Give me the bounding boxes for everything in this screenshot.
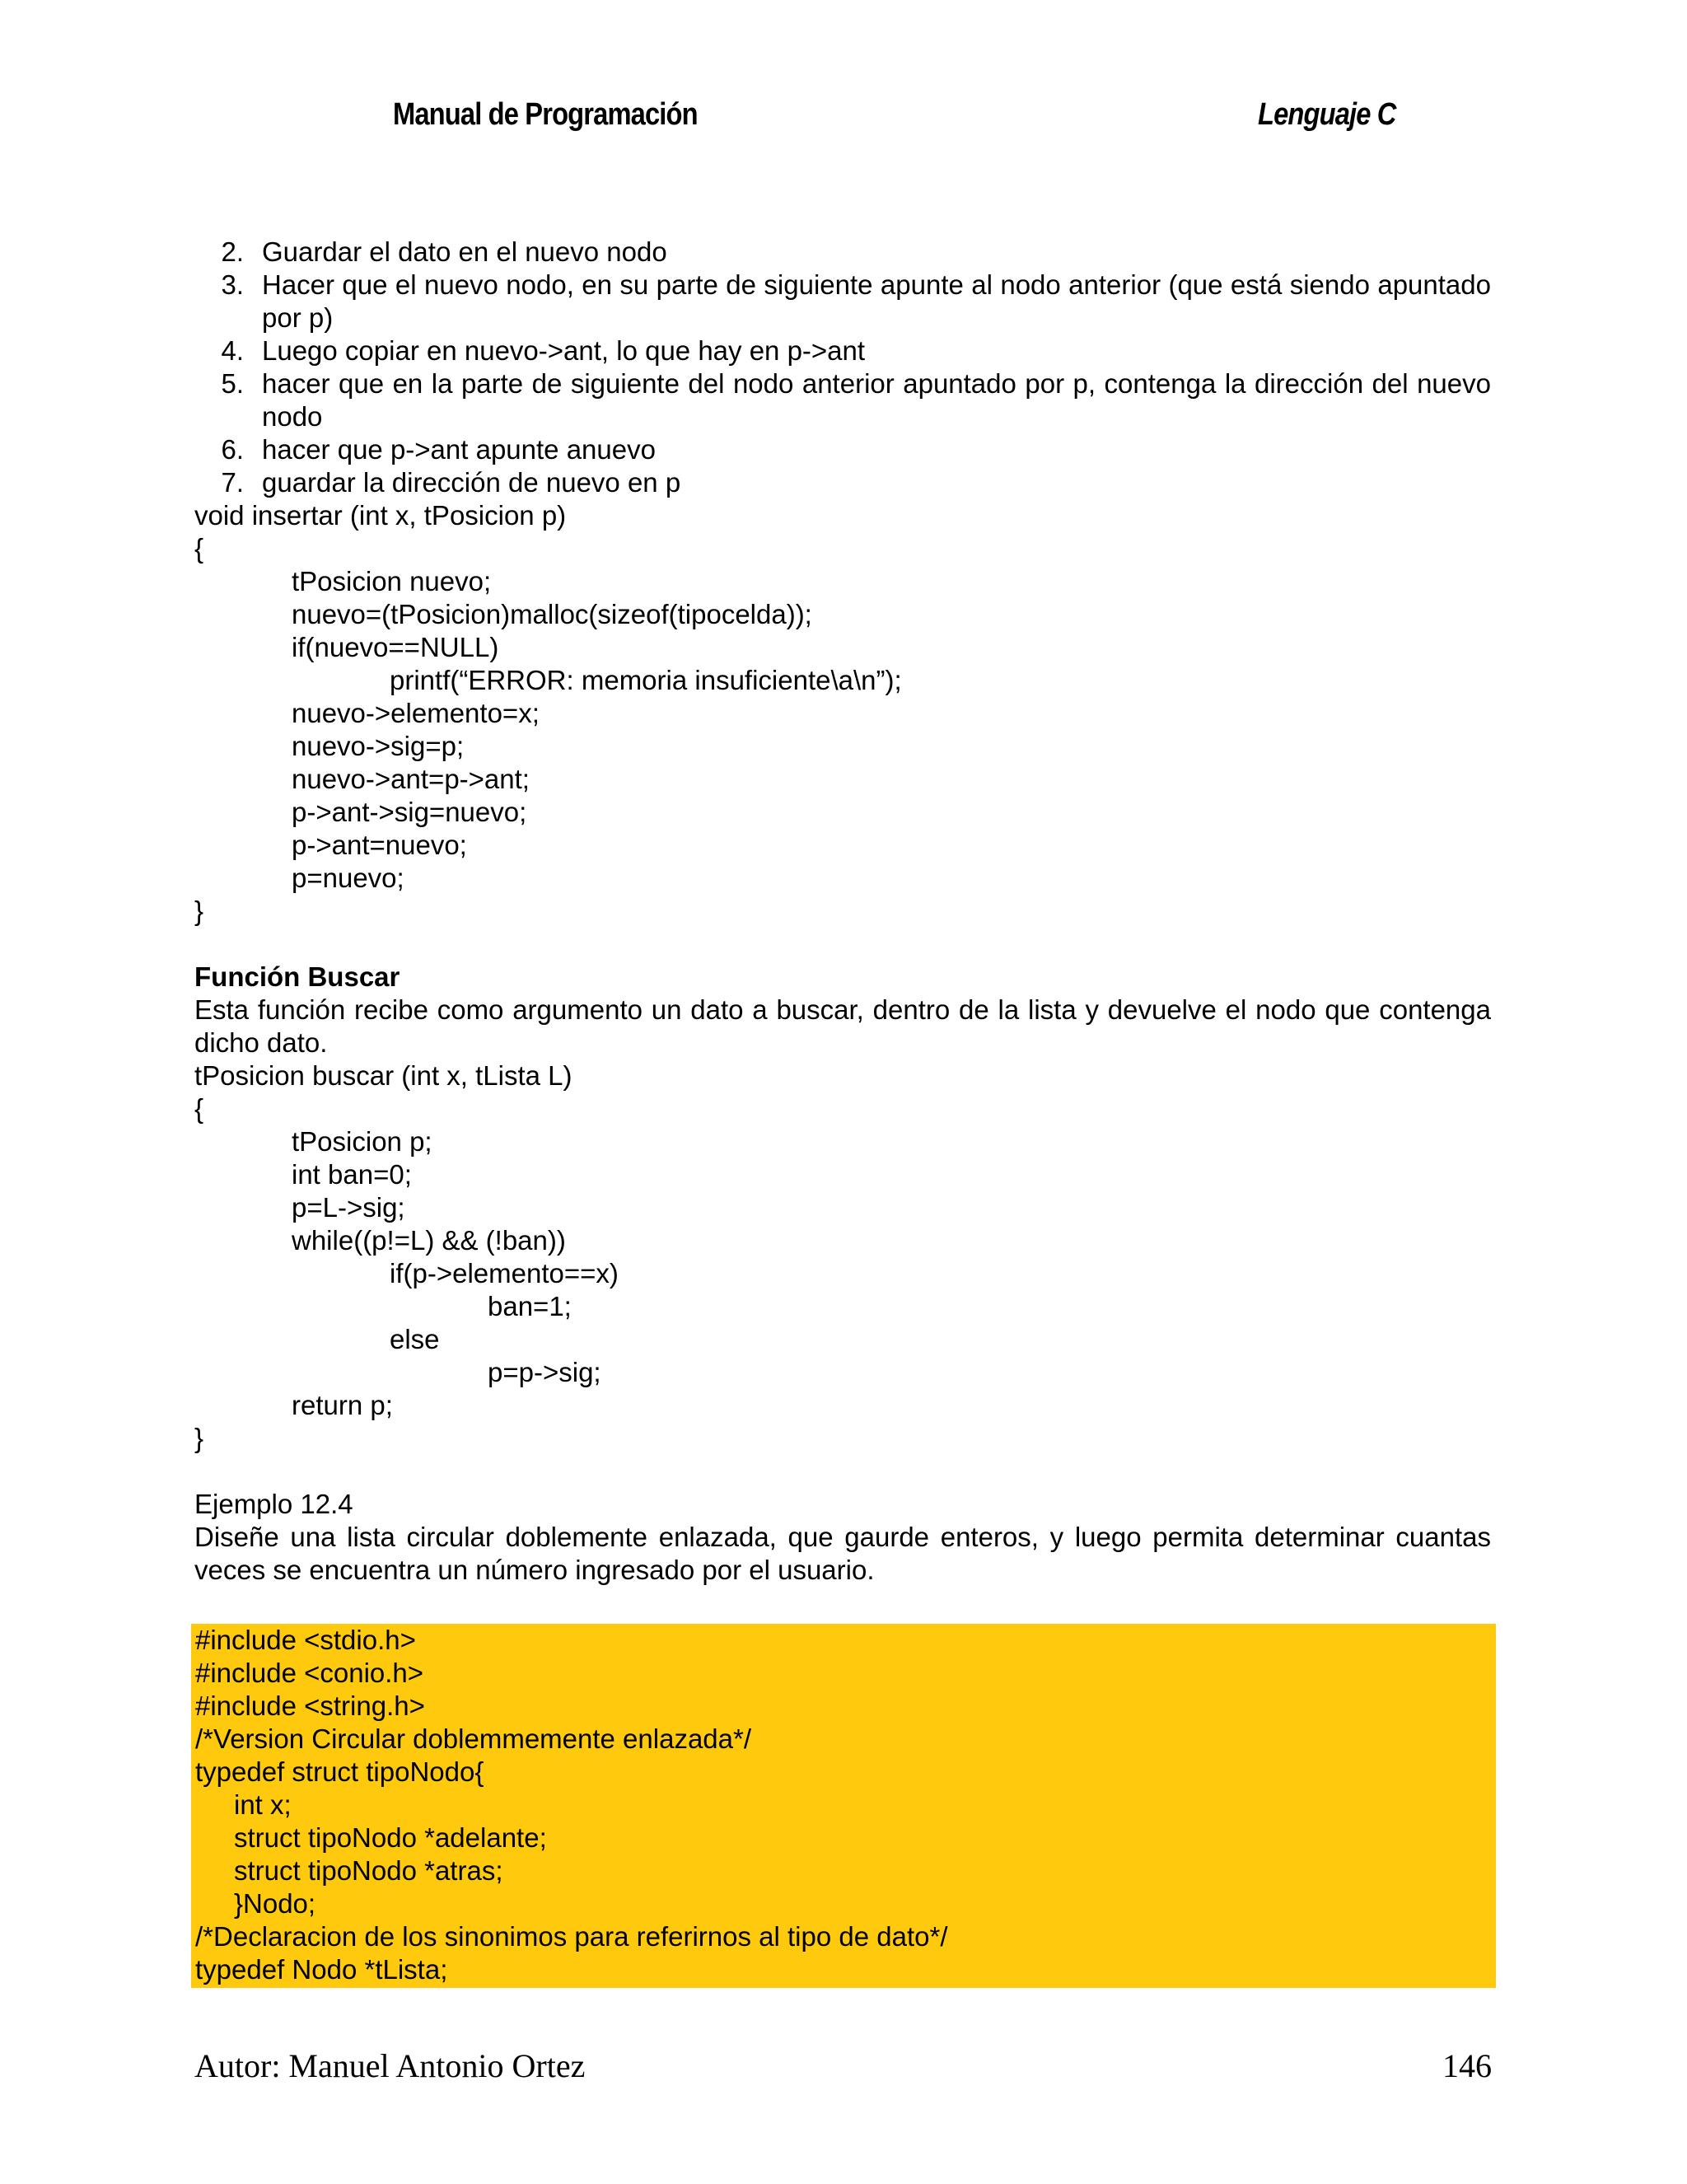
code-line: struct tipoNodo *adelante; [234, 1822, 547, 1853]
code-line: void insertar (int x, tPosicion p) [194, 500, 567, 531]
step-text: Guardar el dato en el nuevo nodo [262, 236, 667, 267]
code-line: nuevo->ant=p->ant; [292, 764, 530, 794]
code-line: printf(“ERROR: memoria insuficiente\a\n”); [390, 665, 902, 695]
code-line: /*Version Circular doblemmemente enlazada*/ [195, 1723, 752, 1754]
code-line: #include <string.h> [195, 1691, 425, 1721]
step-text: Luego copiar en nuevo->ant, lo que hay en p->ant [262, 335, 866, 366]
code-line: nuevo=(tPosicion)malloc(sizeof(tipocelda)); [292, 599, 812, 629]
list-item [194, 269, 1491, 334]
code-line: p=nuevo; [292, 863, 404, 893]
step-number: 6. [221, 434, 244, 465]
code-line: p->ant=nuevo; [292, 830, 467, 860]
step-number: 2. [221, 236, 244, 267]
step-text: hacer que p->ant apunte anuevo [262, 434, 656, 465]
code-line: return p; [292, 1390, 393, 1420]
section-heading: Función Buscar [194, 961, 400, 992]
step-text: guardar la dirección de nuevo en p [262, 467, 681, 498]
code-line: else [390, 1324, 440, 1354]
code-line: struct tipoNodo *atras; [234, 1855, 503, 1886]
code-line: int ban=0; [292, 1159, 412, 1190]
code-line: /*Declaracion de los sinonimos para referirnos al tipo de dato*/ [195, 1921, 948, 1952]
buscar-code-block [194, 1059, 1491, 1455]
header-title: Manual de Programación [393, 97, 698, 132]
step-number: 3. [221, 269, 244, 300]
code-line: #include <conio.h> [195, 1658, 424, 1688]
step-text: hacer que en la parte de siguiente del nodo anterior apuntado por p, contenga la dirección del nuevo nodo [262, 368, 1491, 432]
code-line: p=p->sig; [488, 1357, 601, 1387]
code-line: #include <stdio.h> [195, 1625, 416, 1655]
header-language: Lenguaje C [1258, 97, 1396, 132]
step-number: 4. [221, 335, 244, 366]
code-line: { [194, 1093, 204, 1124]
code-line: tPosicion p; [292, 1126, 432, 1157]
list-item [194, 236, 1491, 269]
list-item [194, 466, 1491, 499]
code-line: if(p->elemento==x) [390, 1258, 619, 1288]
list-item [194, 334, 1491, 367]
code-line: ban=1; [488, 1291, 572, 1321]
highlighted-code-block [191, 1624, 1496, 1988]
code-line: while((p!=L) && (!ban)) [292, 1225, 566, 1256]
steps-list [194, 236, 1491, 499]
insertar-code-block [194, 499, 1491, 928]
code-line: tPosicion buscar (int x, tLista L) [194, 1060, 572, 1091]
code-line: typedef Nodo *tLista; [195, 1954, 448, 1985]
list-item [194, 367, 1491, 433]
code-line: typedef struct tipoNodo{ [195, 1756, 484, 1787]
code-line: { [194, 533, 204, 564]
page-content [194, 236, 1491, 1587]
footer-author: Autor: Manuel Antonio Ortez [194, 2047, 586, 2084]
code-line: if(nuevo==NULL) [292, 632, 499, 662]
code-line: int x; [234, 1789, 292, 1820]
step-number: 5. [221, 368, 244, 399]
code-line: } [194, 1423, 204, 1453]
code-line: p=L->sig; [292, 1192, 405, 1223]
example-title: Ejemplo 12.4 [194, 1489, 353, 1519]
page-number: 146 [1442, 2047, 1492, 2084]
list-item [194, 433, 1491, 466]
code-line: tPosicion nuevo; [292, 566, 492, 596]
section-description: Esta función recibe como argumento un dato a buscar, dentro de la lista y devuelve el nodo que contenga dicho dato. [194, 994, 1491, 1058]
step-number: 7. [221, 467, 244, 498]
code-line: }Nodo; [234, 1888, 316, 1919]
code-line: p->ant->sig=nuevo; [292, 797, 527, 827]
code-line: } [194, 896, 204, 926]
code-line: nuevo->sig=p; [292, 731, 465, 761]
code-line: nuevo->elemento=x; [292, 698, 540, 728]
example-description: Diseñe una lista circular doblemente enlazada, que gaurde enteros, y luego permita determinar cuantas veces se encuentra un número ingresado por el usuario. [194, 1522, 1491, 1585]
step-text: Hacer que el nuevo nodo, en su parte de siguiente apunte al nodo anterior (que está siendo apuntado por p) [262, 269, 1491, 333]
